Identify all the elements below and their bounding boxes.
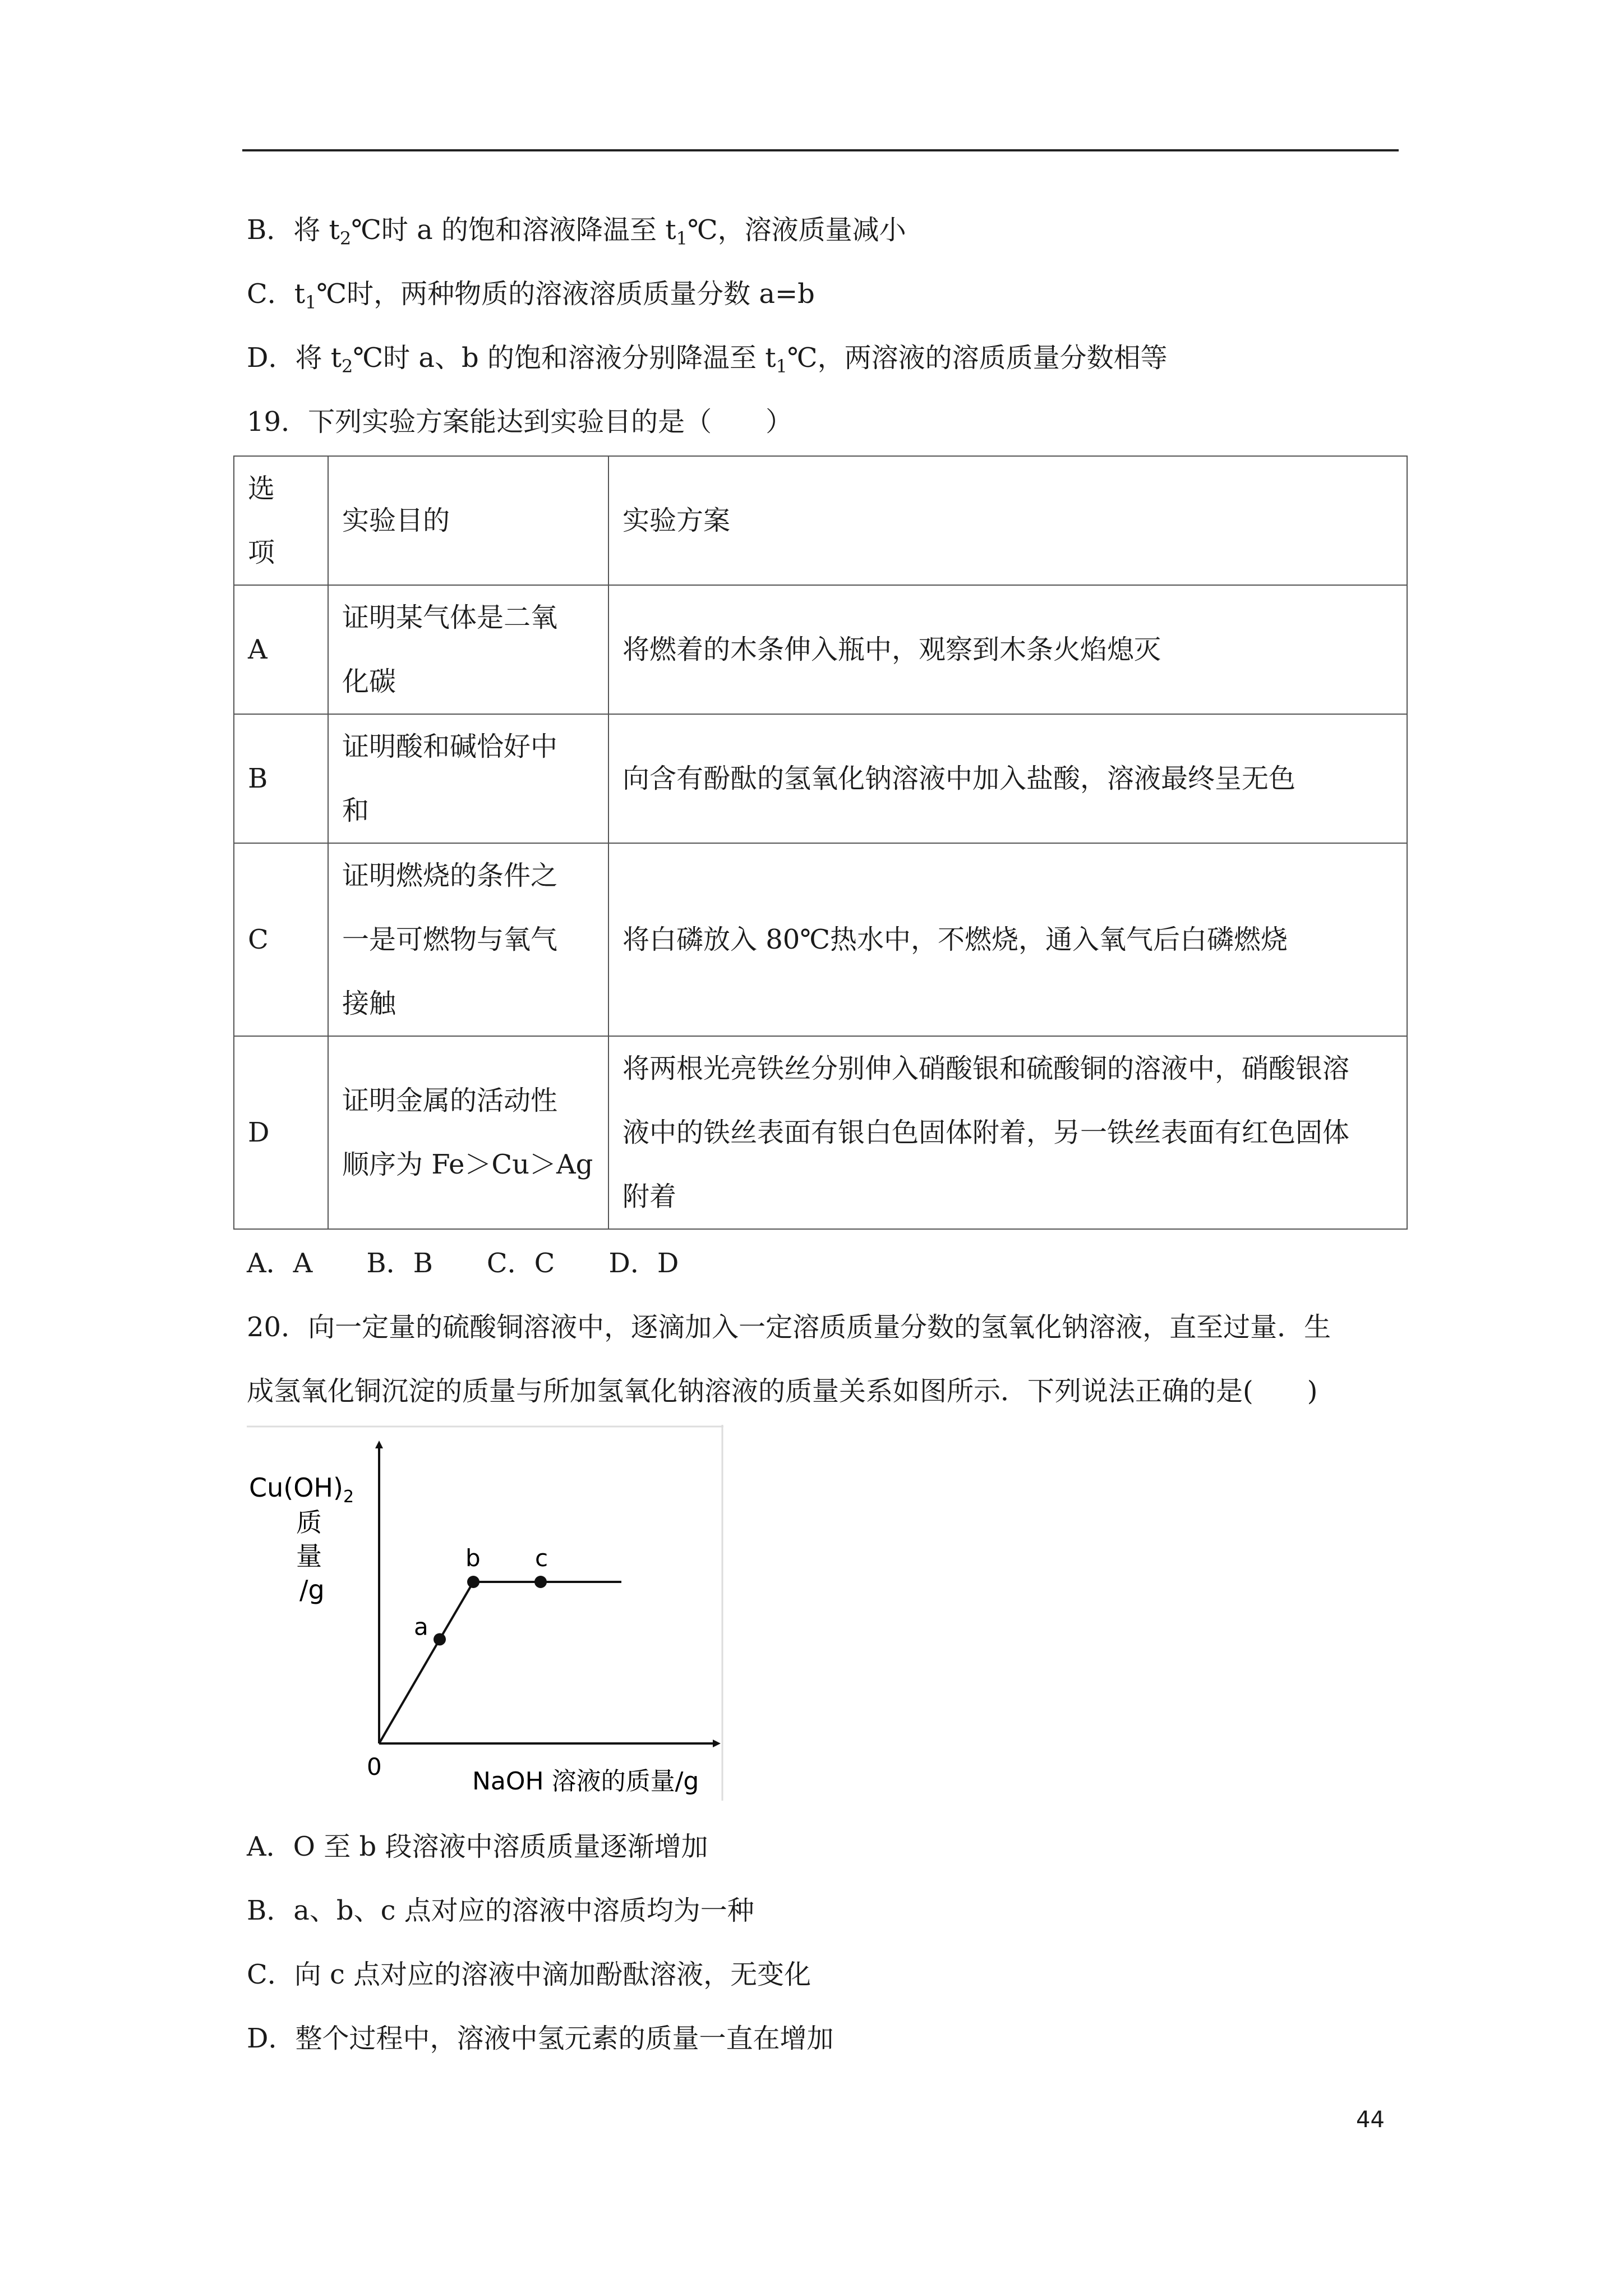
data-line [379, 1582, 621, 1743]
header-goal: 实验目的 [328, 456, 608, 585]
y-axis-label-line4: /g [299, 1575, 325, 1605]
point-label-a: a [414, 1613, 428, 1641]
q19-stem: 19．下列实验方案能达到实验目的是（ ） [247, 406, 793, 438]
q18-option-d: D．将 $t_2℃$时 a、b 的饱和溶液分别降温至 $t_1℃$，两溶液的溶质质量分数相等 [247, 342, 1168, 377]
row-option: B [234, 714, 328, 843]
row-option: D [234, 1036, 328, 1229]
q20-chart [247, 1425, 723, 1801]
data-point-a [434, 1633, 446, 1645]
row-option: C [234, 843, 328, 1036]
header-rule [242, 149, 1399, 151]
row-plan: 向含有酚酞的氢氧化钠溶液中加入盐酸，溶液最终呈无色 [608, 714, 1407, 843]
row-goal: 证明某气体是二氧 化碳 [328, 585, 608, 714]
table-row [234, 585, 1407, 714]
row-plan: 将燃着的木条伸入瓶中，观察到木条火焰熄灭 [608, 585, 1407, 714]
data-point-c [534, 1576, 547, 1588]
q19-answers: A．A B．B C．C D．D [247, 1248, 679, 1279]
data-point-b [467, 1576, 479, 1588]
header-plan: 实验方案 [608, 456, 1407, 585]
row-goal: 证明金属的活动性 顺序为 Fe＞Cu＞Ag [328, 1036, 608, 1229]
row-plan: 将白磷放入 80℃热水中，不燃烧，通入氧气后白磷燃烧 [608, 843, 1407, 1036]
q20-option-a: A．O 至 b 段溶液中溶质质量逐渐增加 [247, 1831, 708, 1862]
y-axis-label-line3: 量 [296, 1541, 322, 1571]
q18-option-b: B．将 $t_2℃$时 a 的饱和溶液降温至 $t_1℃$，溶液质量减小 [247, 214, 906, 249]
row-plan: 将两根光亮铁丝分别伸入硝酸银和硫酸铜的溶液中，硝酸银溶 液中的铁丝表面有银白色固体附着，另一铁丝表面有红色固体 附着 [608, 1036, 1407, 1229]
y-axis-label-line1: $Cu(OH)_2$ [249, 1473, 354, 1507]
point-label-b: b [465, 1544, 481, 1572]
q20-stem-line1: 20．向一定量的硫酸铜溶液中，逐滴加入一定溶质质量分数的氢氧化钠溶液，直至过量．生 [247, 1312, 1331, 1343]
row-option: A [234, 585, 328, 714]
row-goal: 证明燃烧的条件之 一是可燃物与氧气 接触 [328, 843, 608, 1036]
q20-option-d: D．整个过程中，溶液中氢元素的质量一直在增加 [247, 2023, 834, 2054]
q19-options-table [233, 455, 1408, 1230]
q20-option-c: C．向 c 点对应的溶液中滴加酚酞溶液，无变化 [247, 1959, 811, 1990]
y-axis-label-line2: 质 [296, 1507, 322, 1538]
point-label-c: c [535, 1544, 548, 1572]
point-label-origin: 0 [367, 1753, 382, 1780]
q20-option-b: B．a、b、c 点对应的溶液中溶质均为一种 [247, 1895, 754, 1926]
table-row [234, 714, 1407, 843]
table-row [234, 1036, 1407, 1229]
table-row [234, 843, 1407, 1036]
table-header-row [234, 456, 1407, 585]
x-axis-label: NaOH 溶液的质量/g [472, 1767, 699, 1796]
q20-stem-line2: 成氢氧化铜沉淀的质量与所加氢氧化钠溶液的质量关系如图所示．下列说法正确的是( ) [247, 1375, 1318, 1407]
row-goal: 证明酸和碱恰好中 和 [328, 714, 608, 843]
page-number: 44 [1356, 2107, 1385, 2133]
header-option: 选 项 [234, 456, 328, 585]
q18-option-c: C．$t_1℃$时，两种物质的溶液溶质质量分数 a=b [247, 278, 815, 313]
